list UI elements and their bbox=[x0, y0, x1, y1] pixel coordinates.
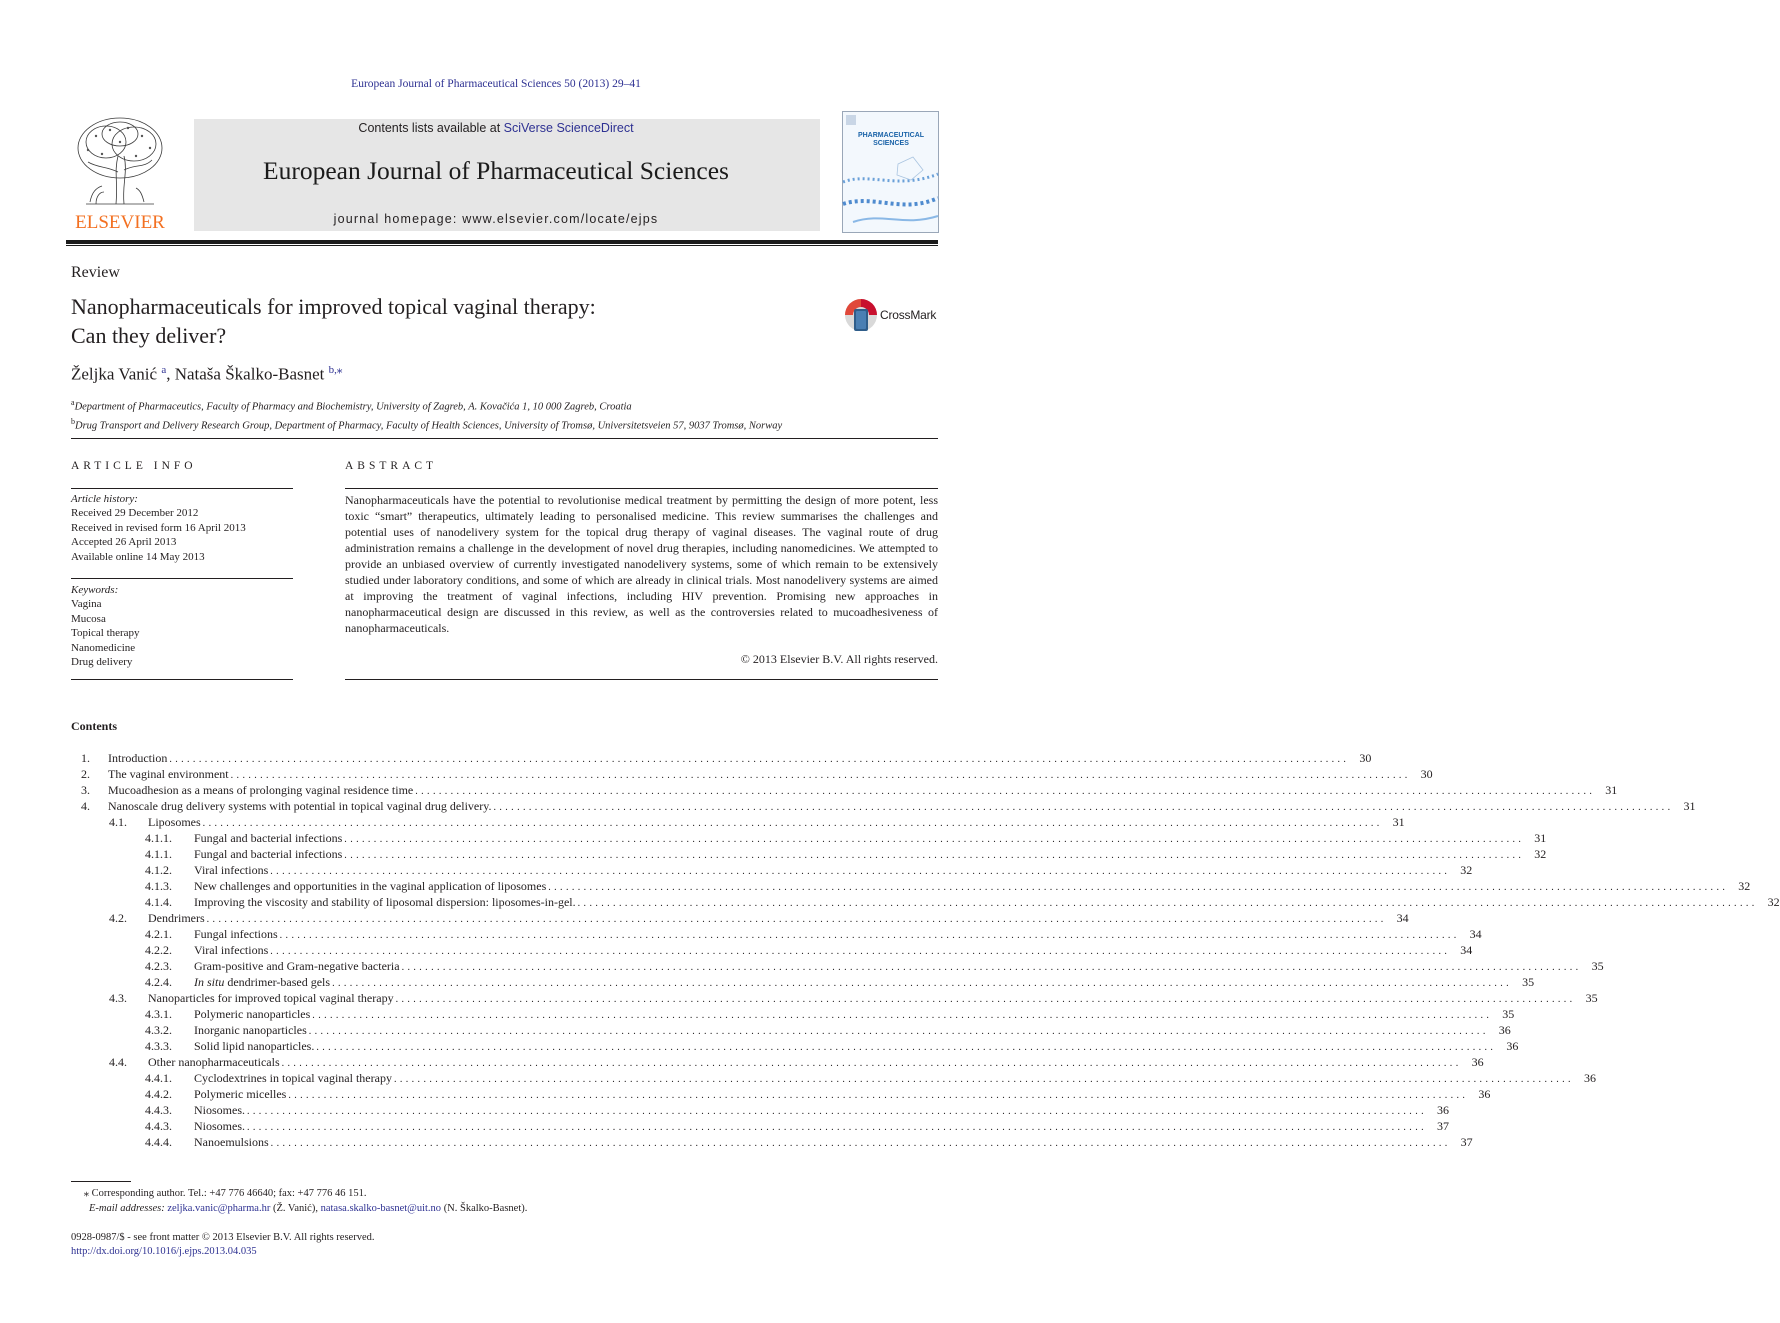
toc-entry-number: 4.4. bbox=[109, 1055, 127, 1069]
toc-leader-dots: ........................................................................................................................................................................................................ bbox=[281, 1058, 1462, 1069]
toc-entry[interactable] bbox=[71, 974, 1535, 990]
history-label: Article history: bbox=[71, 493, 138, 505]
cover-title: PHARMACEUTICAL SCIENCES bbox=[857, 132, 925, 147]
email-owner: (N. Škalko-Basnet). bbox=[441, 1203, 528, 1214]
toc-entry-number: 4. bbox=[81, 799, 90, 813]
author-affiliation-marker[interactable]: a bbox=[161, 364, 167, 376]
toc-entry-title-text: Fungal infections bbox=[194, 927, 278, 941]
footnote-marker: ⁎ bbox=[83, 1188, 89, 1199]
keyword: Nanomedicine bbox=[71, 641, 136, 654]
toc-leader-dots: ........................................................................................................................................................................................................ bbox=[288, 1090, 1469, 1101]
history-item: Received 29 December 2012 bbox=[71, 507, 199, 520]
toc-entry-number: 4.1.2. bbox=[145, 863, 172, 877]
toc-entry-title[interactable] bbox=[194, 1086, 288, 1102]
toc-entry-number: 4.1.3. bbox=[145, 879, 172, 893]
toc-entry-page[interactable]: 34 bbox=[1450, 942, 1472, 958]
toc-entry-title-text: New challenges and opportunities in the vaginal application of liposomes bbox=[194, 879, 547, 893]
toc-leader-dots: ........................................................................................................................................................................................................ bbox=[270, 946, 1451, 957]
toc-entry-page[interactable]: 32 bbox=[1524, 846, 1546, 862]
author-name[interactable]: Nataša Škalko-Basnet bbox=[174, 364, 325, 384]
toc-entry-title-text: Introduction bbox=[108, 751, 168, 765]
toc-entry-number: 4.2. bbox=[109, 911, 127, 925]
toc-entry-title-text: Fungal and bacterial infections bbox=[194, 831, 343, 845]
toc-entry-title[interactable] bbox=[148, 910, 207, 926]
toc-leader-dots: ........................................................................................................................................................................................................ bbox=[230, 770, 1411, 781]
toc-entry-number: 4.4.1. bbox=[145, 1071, 172, 1085]
article-title bbox=[71, 292, 791, 350]
toc-entry-number: 4.3.1. bbox=[145, 1007, 172, 1021]
toc-leader-dots: ........................................................................................................................................................................................................ bbox=[270, 866, 1451, 877]
toc-entry[interactable] bbox=[71, 926, 1482, 942]
email-link[interactable]: natasa.skalko-basnet@uit.no bbox=[320, 1203, 442, 1214]
toc-entry-title[interactable] bbox=[108, 798, 493, 814]
toc-entry[interactable] bbox=[71, 1006, 1515, 1022]
toc-entry-page[interactable]: 35 bbox=[1492, 1006, 1514, 1022]
abstract-heading: ABSTRACT bbox=[345, 460, 438, 472]
toc-leader-dots: ........................................................................................................................................................................................................ bbox=[548, 882, 1729, 893]
toc-entry-page[interactable]: 31 bbox=[1595, 782, 1617, 798]
toc-leader-dots: ........................................................................................................................................................................................................ bbox=[206, 914, 1387, 925]
toc-entry-title[interactable] bbox=[194, 1102, 247, 1118]
toc-entry-number: 4.2.3. bbox=[145, 959, 172, 973]
toc-entry-page[interactable]: 34 bbox=[1460, 926, 1482, 942]
toc-entry-page[interactable]: 36 bbox=[1462, 1054, 1484, 1070]
article-history bbox=[71, 492, 246, 564]
toc-entry[interactable] bbox=[71, 814, 1405, 830]
toc-entry-title[interactable] bbox=[194, 974, 332, 990]
toc-entry-number: 4.1.1. bbox=[145, 847, 172, 861]
issn-line: 0928-0987/$ - see front matter © 2013 Elsevier B.V. All rights reserved. bbox=[71, 1232, 375, 1243]
author-name[interactable]: Željka Vanić bbox=[71, 364, 158, 384]
toc-entry-title[interactable] bbox=[108, 766, 231, 782]
toc-entry-number: 4.2.4. bbox=[145, 975, 172, 989]
elsevier-wordmark: ELSEVIER bbox=[75, 212, 165, 233]
crossmark-label: CrossMark bbox=[880, 308, 937, 322]
toc-entry-title-italic: In situ bbox=[194, 975, 225, 989]
toc-entry-page[interactable]: 37 bbox=[1427, 1118, 1449, 1134]
toc-entry-title[interactable] bbox=[148, 1054, 282, 1070]
toc-entry-title-text: Polymeric nanoparticles bbox=[194, 1007, 311, 1021]
toc-entry-title-text: Nanoparticles for improved topical vaginal therapy bbox=[148, 991, 394, 1005]
toc-entry-number: 4.3. bbox=[109, 991, 127, 1005]
toc-entry-number: 4.1. bbox=[109, 815, 127, 829]
article-info-heading: ARTICLE INFO bbox=[71, 460, 197, 472]
toc-leader-dots: ........................................................................................................................................................................................................ bbox=[344, 834, 1525, 845]
toc-entry-title-text: Inorganic nanoparticles bbox=[194, 1023, 307, 1037]
toc-entry[interactable] bbox=[71, 1086, 1491, 1102]
toc-entry[interactable] bbox=[71, 878, 1751, 894]
toc-entry-number: 4.4.4. bbox=[145, 1135, 172, 1149]
toc-entry-title-text: Dendrimers bbox=[148, 911, 205, 925]
contents-heading: Contents bbox=[71, 719, 118, 733]
toc-entry-title-text: Gram-positive and Gram-negative bacteria bbox=[194, 959, 400, 973]
homepage-prefix: journal homepage: bbox=[333, 212, 463, 226]
author-list bbox=[71, 363, 342, 385]
toc-entry-title[interactable] bbox=[108, 782, 415, 798]
toc-leader-dots: ........................................................................................................................................................................................................ bbox=[270, 1138, 1451, 1149]
toc-entry-title[interactable] bbox=[194, 942, 270, 958]
toc-entry-title[interactable] bbox=[194, 894, 578, 910]
crossmark-badge[interactable] bbox=[844, 297, 944, 333]
toc-entry[interactable] bbox=[71, 1118, 1449, 1134]
toc-leader-dots: ........................................................................................................................................................................................................ bbox=[344, 850, 1525, 861]
toc-entry-number: 3. bbox=[81, 783, 90, 797]
toc-entry-page[interactable]: 36 bbox=[1574, 1070, 1596, 1086]
toc-entry-page[interactable]: 31 bbox=[1524, 830, 1546, 846]
toc-entry-number: 2. bbox=[81, 767, 90, 781]
toc-leader-dots: ........................................................................................................................................................................................................ bbox=[395, 994, 1576, 1005]
copyright-notice: © 2013 Elsevier B.V. All rights reserved. bbox=[740, 652, 938, 666]
footnote-rule bbox=[71, 1181, 131, 1182]
toc-entry[interactable] bbox=[71, 1054, 1484, 1070]
header-rule-thin bbox=[66, 245, 938, 246]
toc-entry-number: 4.2.1. bbox=[145, 927, 172, 941]
divider bbox=[345, 488, 938, 489]
toc-entry-title[interactable] bbox=[194, 926, 280, 942]
toc-entry-page[interactable]: 32 bbox=[1758, 894, 1780, 910]
corresponding-line bbox=[71, 1186, 527, 1201]
toc-entry-page[interactable]: 36 bbox=[1496, 1038, 1518, 1054]
toc-entry-page[interactable]: 35 bbox=[1582, 958, 1604, 974]
email-link[interactable]: zeljka.vanic@pharma.hr bbox=[167, 1203, 271, 1214]
affiliations bbox=[71, 396, 782, 434]
keyword: Drug delivery bbox=[71, 656, 133, 669]
toc-entry-title[interactable] bbox=[194, 1022, 309, 1038]
toc-entry[interactable] bbox=[71, 1070, 1596, 1086]
toc-entry-title[interactable] bbox=[194, 1038, 316, 1054]
toc-leader-dots: ........................................................................................................................................................................................................ bbox=[332, 978, 1513, 989]
header-rule bbox=[66, 240, 938, 244]
toc-entry-title[interactable] bbox=[148, 814, 203, 830]
toc-entry-number: 4.1.1. bbox=[145, 831, 172, 845]
author-separator: , bbox=[166, 364, 175, 384]
toc-entry-number: 1. bbox=[81, 751, 90, 765]
toc-entry[interactable] bbox=[71, 894, 1780, 910]
toc-leader-dots: ........................................................................................................................................................................................................ bbox=[401, 962, 1582, 973]
history-item: Received in revised form 16 April 2013 bbox=[71, 521, 246, 534]
toc-leader-dots: ........................................................................................................................................................................................................ bbox=[316, 1042, 1497, 1053]
toc-leader-dots: ........................................................................................................................................................................................................ bbox=[577, 898, 1758, 909]
corresponding-text: Corresponding author. Tel.: +47 776 46640; fax: +47 776 46 151. bbox=[91, 1188, 367, 1199]
affiliation-a bbox=[71, 396, 782, 415]
toc-leader-dots: ........................................................................................................................................................................................................ bbox=[279, 930, 1460, 941]
toc-entry-title-text: Other nanopharmaceuticals bbox=[148, 1055, 280, 1069]
cover-graphic-icon bbox=[843, 112, 938, 232]
toc-entry[interactable] bbox=[71, 942, 1473, 958]
toc-entry[interactable] bbox=[71, 1038, 1519, 1054]
keywords bbox=[71, 583, 140, 669]
journal-cover[interactable] bbox=[842, 111, 939, 233]
toc-entry[interactable] bbox=[71, 990, 1598, 1006]
toc-entry-title[interactable] bbox=[194, 1006, 312, 1022]
article-type: Review bbox=[71, 264, 120, 281]
divider bbox=[71, 438, 938, 439]
toc-entry[interactable] bbox=[71, 798, 1696, 814]
toc-entry-title-text: Viral infections bbox=[194, 863, 269, 877]
toc-entry-title[interactable] bbox=[194, 1118, 247, 1134]
toc-entry[interactable] bbox=[71, 846, 1547, 862]
toc-entry-title[interactable] bbox=[194, 1070, 394, 1086]
toc-entry[interactable] bbox=[71, 830, 1547, 846]
toc-entry-title[interactable] bbox=[148, 990, 396, 1006]
toc-entry-title-text: Improving the viscosity and stability of liposomal dispersion: liposomes-in-gel. bbox=[194, 895, 576, 909]
toc-entry-title-text: Mucoadhesion as a means of prolonging vaginal residence time bbox=[108, 783, 414, 797]
email-owner: (Ž. Vanić), bbox=[270, 1203, 321, 1214]
toc-entry-number: 4.4.3. bbox=[145, 1119, 172, 1133]
divider bbox=[71, 578, 293, 579]
sciencedirect-link[interactable]: SciVerse ScienceDirect bbox=[503, 121, 634, 135]
toc-entry-title[interactable] bbox=[194, 878, 548, 894]
toc-entry-number: 4.4.2. bbox=[145, 1087, 172, 1101]
toc-entry-page[interactable]: 37 bbox=[1451, 1134, 1473, 1150]
history-item: Available online 14 May 2013 bbox=[71, 550, 205, 563]
author-affiliation-marker[interactable]: b,⁎ bbox=[328, 364, 343, 376]
toc-entry-title[interactable] bbox=[194, 958, 402, 974]
toc-entry-number: 4.3.2. bbox=[145, 1023, 172, 1037]
toc-entry-page[interactable]: 31 bbox=[1383, 814, 1405, 830]
toc-entry-title-text: Viral infections bbox=[194, 943, 269, 957]
toc-entry-page[interactable]: 30 bbox=[1349, 750, 1371, 766]
toc-entry-page[interactable]: 36 bbox=[1489, 1022, 1511, 1038]
toc-leader-dots: ........................................................................................................................................................................................................ bbox=[247, 1122, 1427, 1133]
toc-leader-dots: ........................................................................................................................................................................................................ bbox=[169, 754, 1350, 765]
toc-entry-title-text: Cyclodextrines in topical vaginal therapy bbox=[194, 1071, 392, 1085]
toc-entry-page[interactable]: 36 bbox=[1468, 1086, 1490, 1102]
toc-entry-number: 4.1.4. bbox=[145, 895, 172, 909]
toc-entry-page[interactable]: 35 bbox=[1576, 990, 1598, 1006]
toc-entry-title[interactable] bbox=[194, 1134, 271, 1150]
toc-entry-page[interactable]: 32 bbox=[1728, 878, 1750, 894]
toc-entry-page[interactable]: 30 bbox=[1411, 766, 1433, 782]
toc-entry-number: 4.4.3. bbox=[145, 1103, 172, 1117]
article-title-line1: Nanopharmaceuticals for improved topical vaginal therapy: bbox=[71, 294, 596, 319]
keyword: Vagina bbox=[71, 598, 102, 611]
keyword: Mucosa bbox=[71, 612, 106, 625]
journal-title: European Journal of Pharmaceutical Sciences bbox=[263, 156, 729, 185]
toc-leader-dots: ........................................................................................................................................................................................................ bbox=[247, 1106, 1427, 1117]
toc-entry-page[interactable]: 32 bbox=[1450, 862, 1472, 878]
toc-leader-dots: ........................................................................................................................................................................................................ bbox=[312, 1010, 1493, 1021]
toc-leader-dots: ........................................................................................................................................................................................................ bbox=[493, 802, 1674, 813]
abstract-body: Nanopharmaceuticals have the potential to revolutionise medical treatment by permitting the design of more potent, less toxic “smart” therapeutics, ultimately leading to personalised medicine. This review summarises the challenges and potential uses of nanodelivery system for the topical drug therapy of vaginal diseases. The vaginal route of drug administration remains a challenge in the development of novel drug therapies, including nanomedicines. We attempted to provide an unbiased overview of currently investigated nanodelivery systems, some of which remain to be extensively studied under laboratory conditions, and some of which are already in clinical trials. Most nanodelivery systems are aimed at improving the treatment of vaginal infections, including HIV prevention. Promising new approaches in nanopharmaceutical design are discussed in this review, as well as the controversies related to mucoadhesiveness of nanopharmaceuticals. bbox=[345, 493, 938, 635]
toc-entry-title[interactable] bbox=[194, 862, 270, 878]
toc-entry[interactable] bbox=[71, 862, 1473, 878]
history-item: Accepted 26 April 2013 bbox=[71, 536, 177, 549]
table-of-contents bbox=[71, 750, 1780, 1150]
toc-entry[interactable] bbox=[71, 1022, 1511, 1038]
toc-entry-title-text: dendrimer-based gels bbox=[224, 975, 331, 989]
toc-entry[interactable] bbox=[71, 750, 1372, 766]
doi-link[interactable]: http://dx.doi.org/10.1016/j.ejps.2013.04.035 bbox=[71, 1246, 257, 1257]
toc-entry-title-text: Polymeric micelles bbox=[194, 1087, 287, 1101]
affiliation-marker: a bbox=[71, 398, 75, 407]
divider bbox=[71, 488, 293, 489]
toc-entry-number: 4.3.3. bbox=[145, 1039, 172, 1053]
toc-entry-page[interactable]: 36 bbox=[1427, 1102, 1449, 1118]
toc-entry-title-text: Solid lipid nanoparticles. bbox=[194, 1039, 315, 1053]
contents-prefix: Contents lists available at bbox=[358, 121, 504, 135]
toc-entry-page[interactable]: 35 bbox=[1512, 974, 1534, 990]
toc-entry[interactable] bbox=[71, 958, 1604, 974]
homepage-link[interactable]: www.elsevier.com/locate/ejps bbox=[462, 212, 659, 226]
toc-entry-title[interactable] bbox=[194, 830, 344, 846]
toc-entry-page[interactable]: 31 bbox=[1673, 798, 1695, 814]
toc-entry-title-text: Liposomes bbox=[148, 815, 201, 829]
toc-entry[interactable] bbox=[71, 766, 1433, 782]
toc-entry[interactable] bbox=[71, 910, 1409, 926]
toc-leader-dots: ........................................................................................................................................................................................................ bbox=[202, 818, 1383, 829]
toc-entry[interactable] bbox=[71, 1134, 1473, 1150]
keyword: Topical therapy bbox=[71, 627, 140, 640]
toc-entry-title-text: Niosomes. bbox=[194, 1103, 245, 1117]
affiliation-b bbox=[71, 415, 782, 434]
email-label: E-mail addresses: bbox=[89, 1203, 165, 1214]
toc-leader-dots: ........................................................................................................................................................................................................ bbox=[308, 1026, 1489, 1037]
toc-entry[interactable] bbox=[71, 782, 1618, 798]
affiliation-text: Department of Pharmaceutics, Faculty of Pharmacy and Biochemistry, University of Zagreb, A. Kovačića 1, 10 000 Zagreb, Croatia bbox=[74, 401, 632, 413]
toc-entry-page[interactable]: 34 bbox=[1387, 910, 1409, 926]
keywords-label: Keywords: bbox=[71, 584, 119, 596]
divider bbox=[71, 679, 293, 680]
crossmark-icon bbox=[844, 297, 878, 333]
email-line bbox=[71, 1201, 527, 1216]
article-title-line2: Can they deliver? bbox=[71, 323, 227, 348]
toc-entry-title[interactable] bbox=[194, 846, 344, 862]
toc-entry-title-text: Nanoscale drug delivery systems with potential in topical vaginal drug delivery. bbox=[108, 799, 492, 813]
divider bbox=[345, 679, 938, 680]
journal-reference-link[interactable]: European Journal of Pharmaceutical Sciences 50 (2013) 29–41 bbox=[351, 78, 641, 90]
affiliation-marker: b bbox=[71, 417, 75, 426]
toc-entry-title-text: Fungal and bacterial infections bbox=[194, 847, 343, 861]
affiliation-text: Drug Transport and Delivery Research Group, Department of Pharmacy, Faculty of Health Sciences, University of Tromsø, Universitetsveien 57, 9037 Tromsø, Norway bbox=[75, 420, 783, 432]
toc-entry-title-text: Nanoemulsions bbox=[194, 1135, 269, 1149]
toc-entry-title-text: The vaginal environment bbox=[108, 767, 229, 781]
toc-leader-dots: ........................................................................................................................................................................................................ bbox=[415, 786, 1596, 797]
front-matter bbox=[71, 1231, 374, 1259]
toc-leader-dots: ........................................................................................................................................................................................................ bbox=[393, 1074, 1574, 1085]
toc-entry-title[interactable] bbox=[108, 750, 169, 766]
corresponding-author-footnote bbox=[71, 1186, 527, 1216]
toc-entry[interactable] bbox=[71, 1102, 1449, 1118]
toc-entry-number: 4.2.2. bbox=[145, 943, 172, 957]
toc-entry-title-text: Niosomes. bbox=[194, 1119, 245, 1133]
